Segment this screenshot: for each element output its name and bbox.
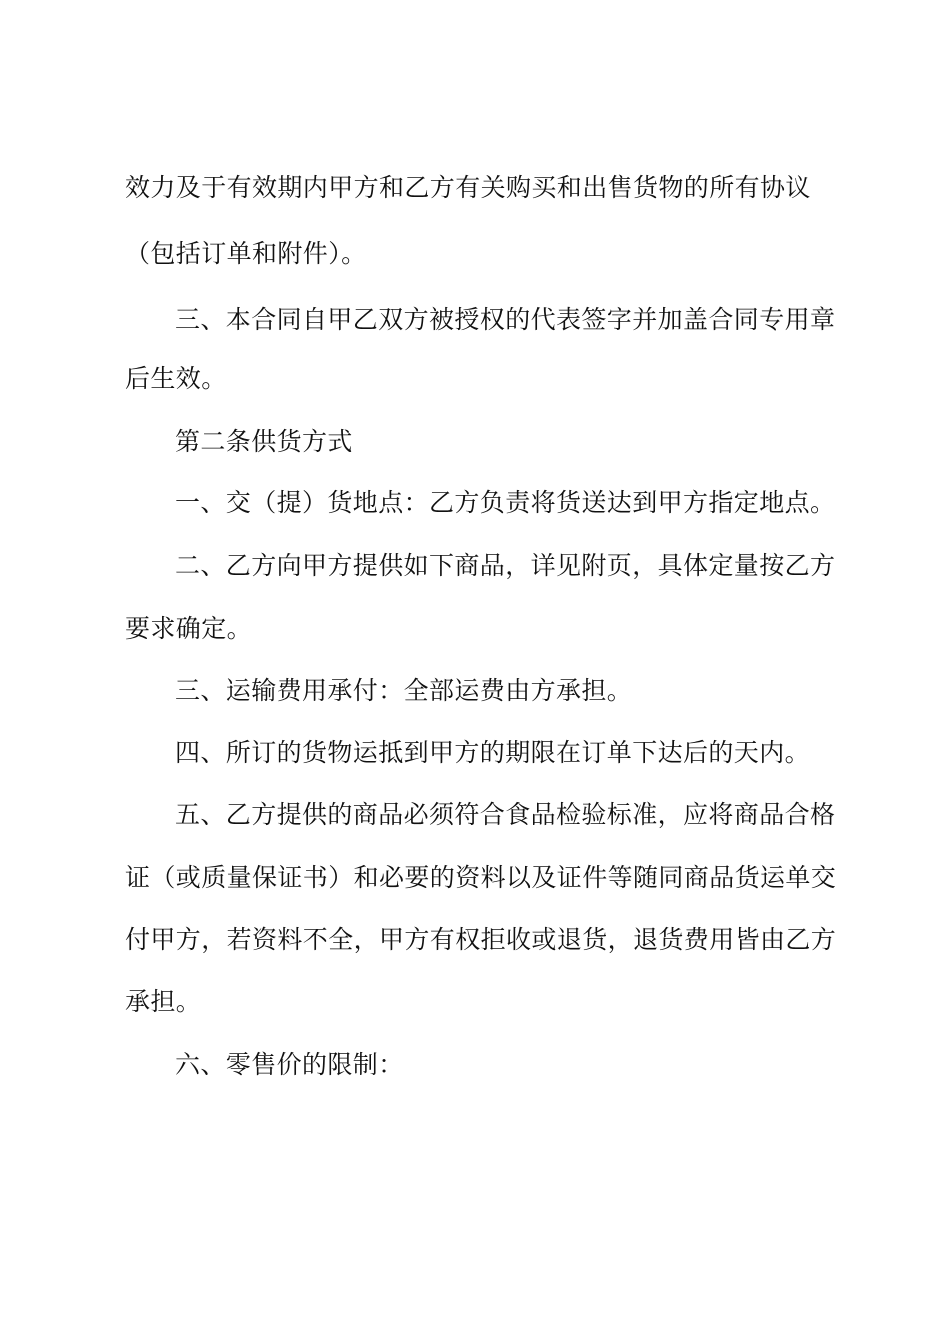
paragraph-line: 一、交（提）货地点：乙方负责将货送达到甲方指定地点。 [175, 488, 836, 517]
paragraph-line: 要求确定。 [125, 614, 253, 643]
paragraph-line: 后生效。 [125, 364, 227, 393]
paragraph-line: （包括订单和附件）。 [125, 239, 367, 268]
paragraph-line: 三、运输费用承付：全部运费由方承担。 [175, 676, 633, 705]
paragraph-line: 效力及于有效期内甲方和乙方有关购买和出售货物的所有协议 [125, 173, 811, 202]
paragraph-line: 六、零售价的限制： [175, 1050, 404, 1079]
paragraph-line: 证（或质量保证书）和必要的资料以及证件等随同商品货运单交 [125, 863, 837, 892]
section-heading: 第二条供货方式 [175, 427, 353, 456]
paragraph-line: 三、本合同自甲乙双方被授权的代表签字并加盖合同专用章 [175, 305, 836, 334]
paragraph-line: 承担。 [125, 987, 202, 1016]
paragraph-line: 四、所订的货物运抵到甲方的期限在订单下达后的天内。 [175, 738, 811, 767]
paragraph-line: 五、乙方提供的商品必须符合食品检验标准，应将商品合格 [175, 800, 836, 829]
paragraph-line: 付甲方，若资料不全，甲方有权拒收或退货，退货费用皆由乙方 [125, 925, 837, 954]
paragraph-line: 二、乙方向甲方提供如下商品，详见附页，具体定量按乙方 [175, 551, 836, 580]
